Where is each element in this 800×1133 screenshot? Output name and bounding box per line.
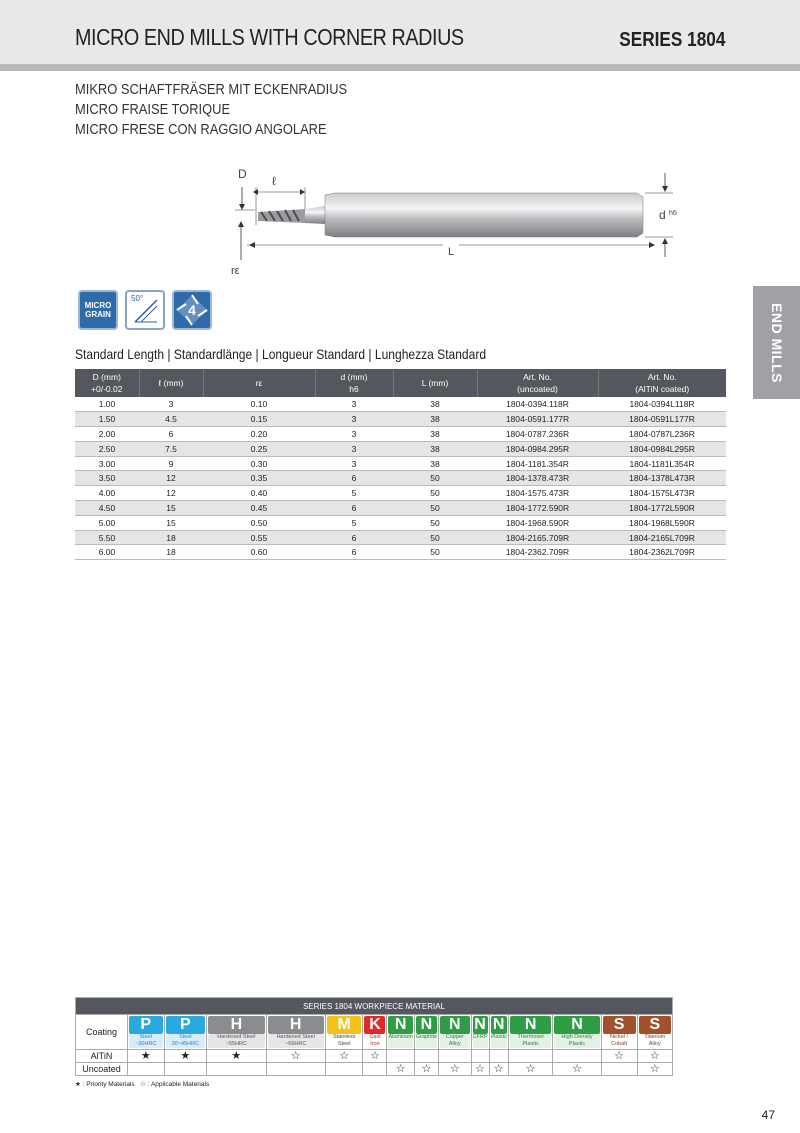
material-letter: S [639, 1016, 671, 1034]
section-tab-label: END MILLS [768, 302, 785, 383]
series-label: SERIES 1804 [618, 29, 725, 51]
applicable-symbol: ☆ [140, 1081, 146, 1088]
header-L: L (mm) [393, 369, 477, 397]
material-cell [508, 1015, 553, 1050]
material-letter: N [416, 1016, 437, 1034]
material-cell [471, 1015, 489, 1050]
material-letter: N [474, 1016, 486, 1033]
material-name: CFRP [473, 1034, 488, 1048]
material-name: High Density Plastic [554, 1034, 599, 1048]
suitability-mark [266, 1063, 325, 1076]
suitability-mark: ☆ [266, 1050, 325, 1063]
micrograin-icon [78, 290, 118, 330]
material-cell [414, 1015, 438, 1050]
altin-label: AlTiN [76, 1050, 128, 1063]
material-letter: S [603, 1016, 636, 1034]
material-letter: P [129, 1016, 163, 1034]
material-name: Titanium Alloy [639, 1034, 671, 1048]
coating-label: Coating [76, 1015, 128, 1050]
suitability-mark: ★ [128, 1050, 165, 1063]
suitability-mark: ☆ [363, 1050, 387, 1063]
material-row [76, 1015, 673, 1050]
table-row: 1.00 3 0.10 3 38 1804-0394.118R 1804-0394L118R [75, 397, 726, 412]
suitability-mark: ☆ [471, 1063, 489, 1076]
section-tab[interactable] [753, 286, 800, 399]
suitability-mark: ☆ [325, 1050, 363, 1063]
flute-count-icon [172, 290, 212, 330]
page-number: 47 [761, 1108, 775, 1122]
micro-text: MICRO [84, 301, 112, 310]
header-divider [0, 64, 800, 71]
material-cell [363, 1015, 387, 1050]
suitability-mark: ★ [207, 1050, 266, 1063]
material-letter: K [364, 1016, 385, 1034]
applicable-text: : Applicable Materials [147, 1081, 210, 1088]
table-row: 5.50 18 0.55 6 50 1804-2165.709R 1804-2165L709R [75, 530, 726, 545]
table-row: 3.00 9 0.30 3 38 1804-1181.354R 1804-1181L354R [75, 456, 726, 471]
table-row: 4.50 15 0.45 6 50 1804-1772.590R 1804-1772L590R [75, 501, 726, 516]
material-cell [207, 1015, 266, 1050]
priority-symbol: ★ [75, 1081, 81, 1088]
material-name: Nickel / Cobalt [603, 1034, 636, 1048]
suitability-mark [508, 1050, 553, 1063]
material-name: Steel 30~45HRC [166, 1034, 206, 1048]
suitability-mark [414, 1050, 438, 1063]
helix-angle-value: 50° [131, 294, 144, 303]
table-row: 2.00 6 0.20 3 38 1804-0787.236R 1804-0787L236R [75, 427, 726, 442]
suitability-mark [207, 1063, 266, 1076]
uncoated-label: Uncoated [76, 1063, 128, 1076]
workpiece-title: SERIES 1804 WORKPIECE MATERIAL [76, 998, 673, 1015]
priority-text: : Priority Materials [82, 1081, 135, 1088]
suitability-mark [439, 1050, 472, 1063]
label-D: D [238, 167, 247, 181]
header-art-uncoated: Art. No. (uncoated) [477, 369, 598, 397]
suitability-mark: ☆ [414, 1063, 438, 1076]
suitability-mark [363, 1063, 387, 1076]
suitability-mark [553, 1050, 601, 1063]
page-title: MICRO END MILLS WITH CORNER RADIUS [75, 24, 464, 50]
suitability-mark: ☆ [637, 1050, 672, 1063]
table-row: 2.50 7.5 0.25 3 38 1804-0984.295R 1804-0984L295R [75, 441, 726, 456]
label-l: ℓ [272, 174, 276, 188]
material-name: Cast Iron [364, 1034, 385, 1048]
material-name: Hardened Steel ~55HRC [208, 1034, 264, 1048]
material-letter: N [440, 1016, 470, 1034]
material-cell [387, 1015, 414, 1050]
suitability-mark [164, 1063, 207, 1076]
tool-drawing [225, 165, 685, 280]
material-name: Steel ~30HRC [129, 1034, 163, 1048]
altin-row [76, 1050, 673, 1063]
material-letter: N [554, 1016, 599, 1034]
material-name: Plastic [491, 1034, 507, 1048]
material-cell [439, 1015, 472, 1050]
feature-icons [78, 290, 212, 330]
table-row: 6.00 18 0.60 6 50 1804-2362.709R 1804-2362L709R [75, 545, 726, 560]
material-cell [553, 1015, 601, 1050]
helix-angle-icon [125, 290, 165, 330]
suitability-mark: ☆ [553, 1063, 601, 1076]
product-table [75, 369, 726, 560]
table-title: Standard Length | Standardlänge | Longueur Standard | Lunghezza Standard [75, 346, 487, 362]
workpiece-material-table [75, 997, 673, 1076]
header-D: D (mm) +0/-0.02 [75, 369, 139, 397]
table-row: 3.50 12 0.35 6 50 1804-1378.473R 1804-1378L473R [75, 471, 726, 486]
header-l: ℓ (mm) [139, 369, 203, 397]
material-cell [325, 1015, 363, 1050]
material-cell [489, 1015, 508, 1050]
suitability-mark: ★ [164, 1050, 207, 1063]
label-re: rε [231, 265, 240, 277]
suitability-mark [489, 1050, 508, 1063]
material-letter: N [510, 1016, 552, 1034]
suitability-mark [471, 1050, 489, 1063]
suitability-mark [387, 1050, 414, 1063]
table-row: 5.00 15 0.50 5 50 1804-1968.590R 1804-1968L590R [75, 515, 726, 530]
material-letter: H [208, 1016, 264, 1034]
suitability-mark [325, 1063, 363, 1076]
uncoated-row [76, 1063, 673, 1076]
table-row: 1.50 4.5 0.15 3 38 1804-0591.177R 1804-0591L177R [75, 412, 726, 427]
header-re: rε [203, 369, 315, 397]
material-letter: M [327, 1016, 362, 1034]
header-d: d (mm) h6 [315, 369, 393, 397]
material-cell [128, 1015, 165, 1050]
material-letter: N [388, 1016, 412, 1034]
grain-text: GRAIN [85, 310, 111, 319]
label-L: L [448, 246, 455, 258]
material-name: Aluminum [388, 1034, 412, 1048]
suitability-mark: ☆ [508, 1063, 553, 1076]
suitability-mark: ☆ [489, 1063, 508, 1076]
table-header-row [75, 369, 726, 397]
table-row: 4.00 12 0.40 5 50 1804-1575.473R 1804-1575L473R [75, 486, 726, 501]
suitability-mark: ☆ [637, 1063, 672, 1076]
material-letter: P [166, 1016, 206, 1034]
material-cell [164, 1015, 207, 1050]
suitability-mark [601, 1063, 637, 1076]
label-d: d [659, 208, 666, 222]
flute-count: 4 [188, 302, 196, 318]
subtitle-german: MIKRO SCHAFTFRÄSER MIT ECKENRADIUS [75, 81, 348, 98]
subtitles [75, 80, 391, 140]
material-letter: H [268, 1016, 324, 1034]
subtitle-italian: MICRO FRESE CON RAGGIO ANGOLARE [75, 121, 327, 138]
suitability-mark: ☆ [601, 1050, 637, 1063]
material-cell [637, 1015, 672, 1050]
material-letter: N [491, 1016, 507, 1034]
suitability-mark: ☆ [439, 1063, 472, 1076]
label-h6: h6 [669, 210, 677, 217]
suitability-mark [128, 1063, 165, 1076]
material-name: Copper Alloy [440, 1034, 470, 1048]
material-name: Thermoset Plastic [510, 1034, 552, 1048]
material-cell [601, 1015, 637, 1050]
header-art-coated: Art. No. (AlTiN coated) [598, 369, 726, 397]
material-cell [266, 1015, 325, 1050]
material-name: Hardened Steel ~66HRC [268, 1034, 324, 1048]
material-name: Graphite [416, 1034, 437, 1048]
suitability-mark: ☆ [387, 1063, 414, 1076]
legend [75, 1080, 209, 1088]
subtitle-french: MICRO FRAISE TORIQUE [75, 101, 231, 118]
material-name: Stainless Steel [327, 1034, 362, 1048]
